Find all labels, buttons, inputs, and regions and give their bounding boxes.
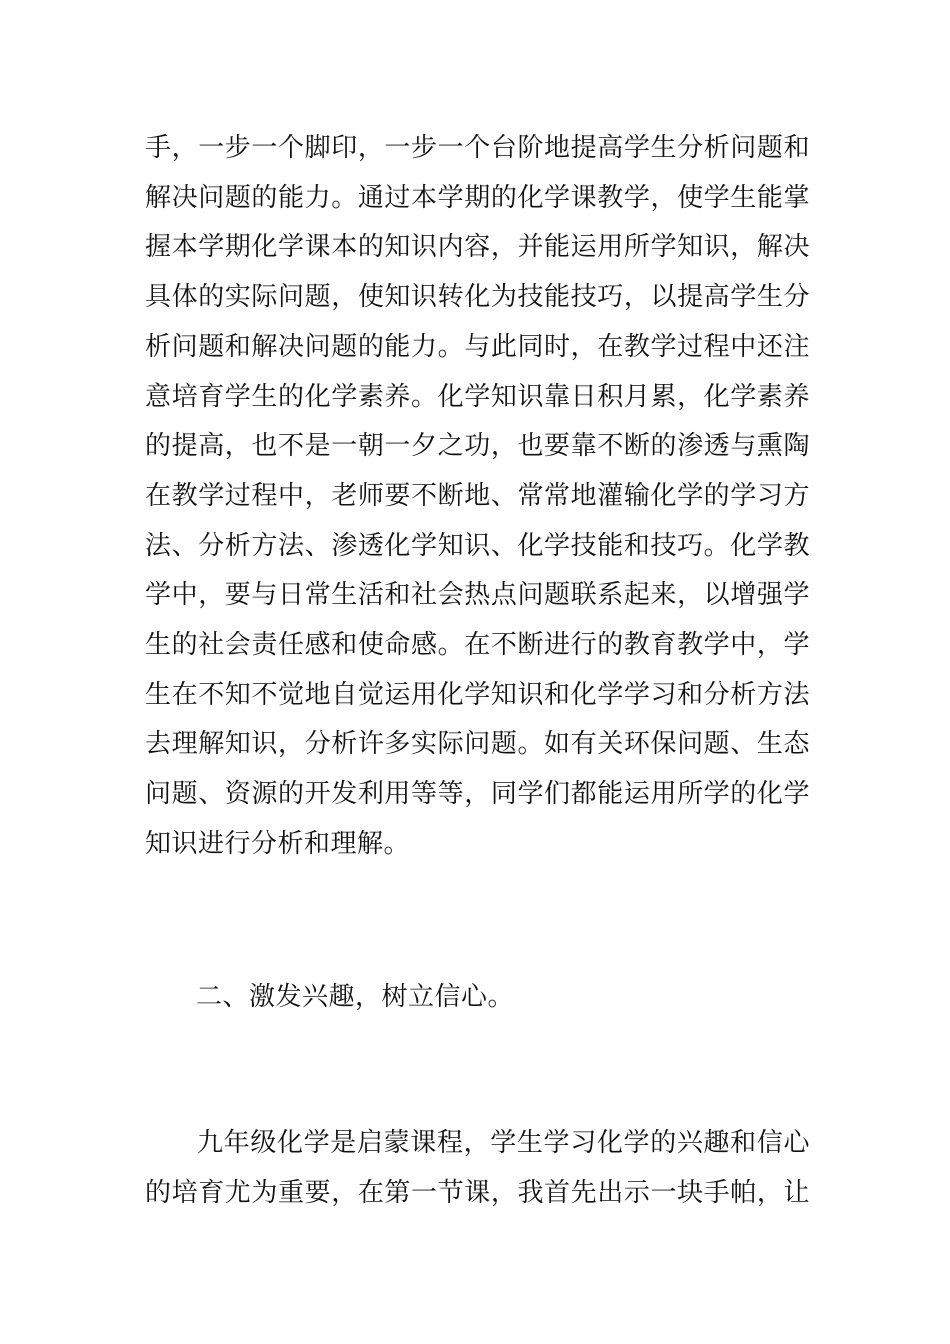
paragraph-line: 法、分析方法、渗透化学知识、化学技能和技巧。化学教 <box>145 530 810 561</box>
paragraph-line: 知识进行分析和理解。 <box>145 828 411 859</box>
paragraph-line: 生在不知不觉地自觉运用化学知识和化学学习和分析方法 <box>145 679 810 710</box>
section-heading: 二、激发兴趣，树立信心。 <box>196 982 515 1012</box>
paragraph-line: 去理解知识，分析许多实际问题。如有关环保问题、生态 <box>145 729 810 760</box>
paragraph-line: 手，一步一个脚印，一步一个台阶地提高学生分析问题和 <box>145 133 810 163</box>
paragraph-line: 解决问题的能力。通过本学期的化学课教学，使学生能掌 <box>145 182 810 213</box>
paragraph-line: 握本学期化学课本的知识内容，并能运用所学知识，解决 <box>145 232 810 263</box>
paragraph-line: 问题、资源的开发利用等等，同学们都能运用所学的化学 <box>145 779 810 810</box>
paragraph-line: 析问题和解决问题的能力。与此同时，在教学过程中还注 <box>145 331 810 362</box>
paragraph-line: 学中，要与日常生活和社会热点问题联系起来，以增强学 <box>145 580 810 611</box>
paragraph-line: 具体的实际问题，使知识转化为技能技巧，以提高学生分 <box>145 282 810 313</box>
paragraph-line: 意培育学生的化学素养。化学知识靠日积月累，化学素养 <box>145 381 810 412</box>
body-paragraph <box>145 124 810 870</box>
paragraph-line: 的提高，也不是一朝一夕之功，也要靠不断的渗透与熏陶 <box>145 431 810 462</box>
paragraph-line: 在教学过程中，老师要不断地、常常地灌输化学的学习方 <box>145 480 810 511</box>
paragraph-line: 的培育尤为重要，在第一节课，我首先出示一块手帕，让 <box>145 1177 810 1208</box>
body-paragraph <box>145 1119 810 1218</box>
paragraph-line: 九年级化学是启蒙课程，学生学习化学的兴趣和信心 <box>197 1128 810 1158</box>
paragraph-line: 生的社会责任感和使命感。在不断进行的教育教学中，学 <box>145 630 810 661</box>
